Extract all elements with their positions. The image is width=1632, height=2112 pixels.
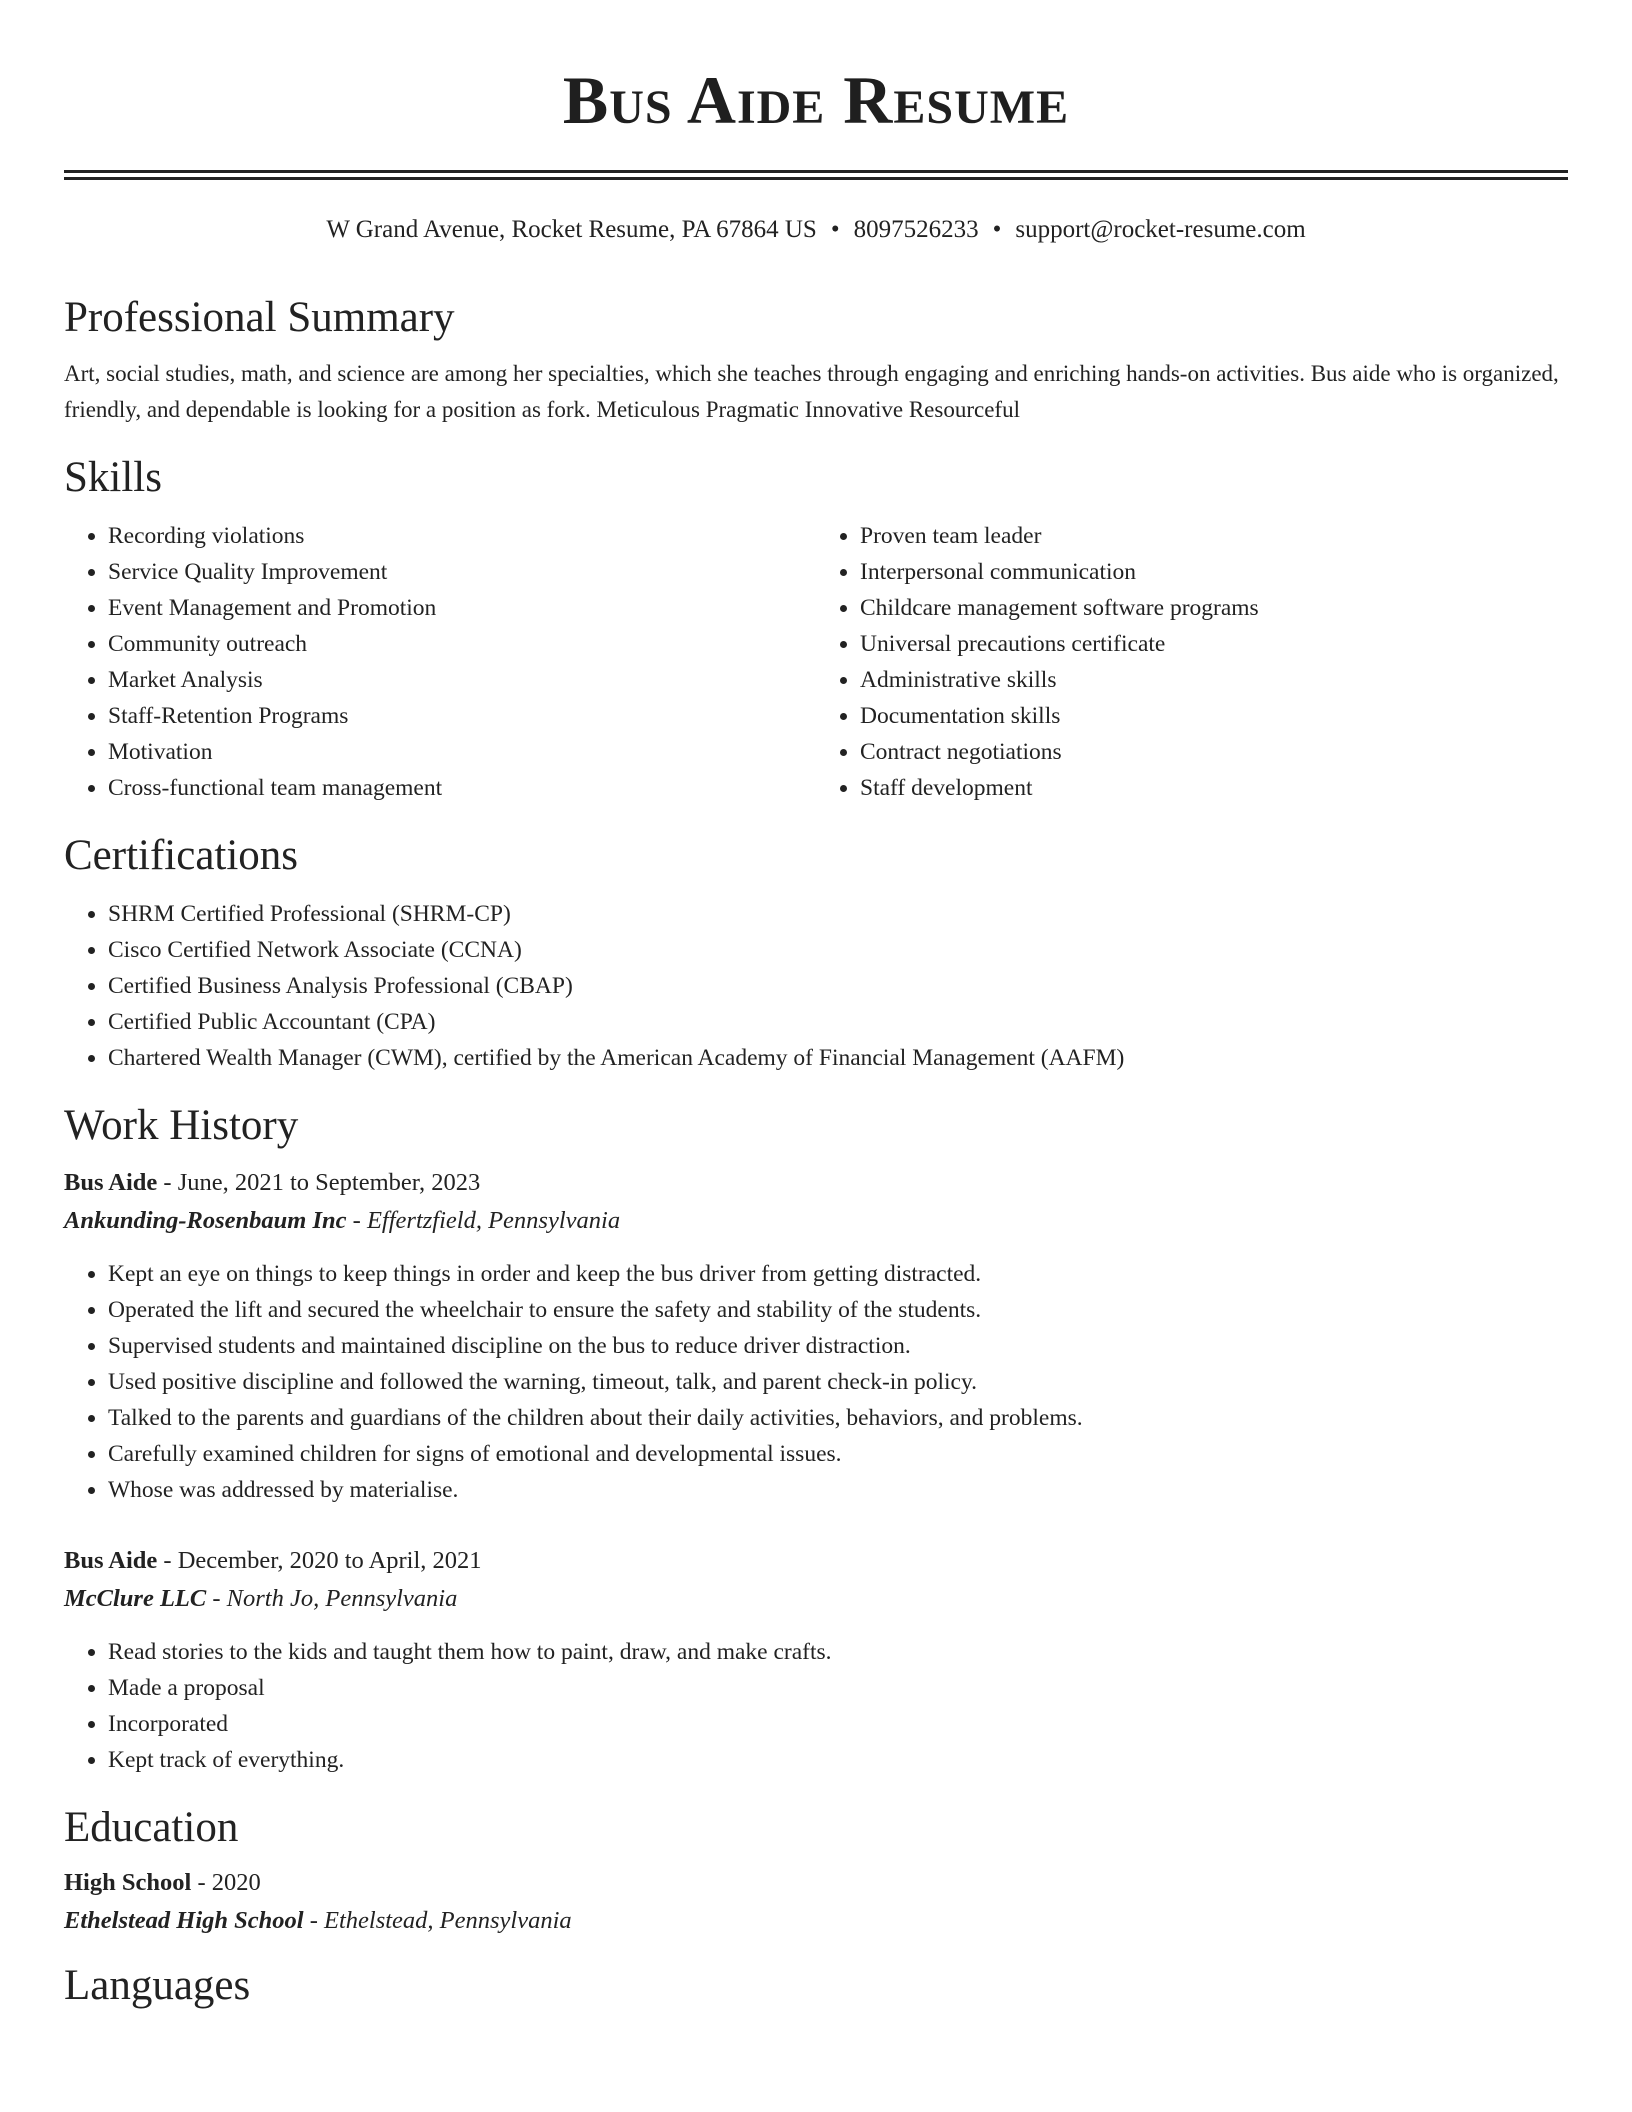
- certification-item: • SHRM Certified Professional (SHRM-CP): [108, 896, 1568, 932]
- job-dates: December, 2020 to April, 2021: [177, 1547, 482, 1574]
- skill-item: • Staff development: [860, 770, 1568, 806]
- certification-item: • Certified Public Accountant (CPA): [108, 1004, 1568, 1040]
- skill-item: • Market Analysis: [108, 662, 816, 698]
- job-dash: -: [346, 1207, 367, 1234]
- job-duty-item: • Supervised students and maintained discipline on the bus to reduce driver distraction.: [108, 1328, 1568, 1364]
- title-double-rule: [64, 170, 1568, 180]
- skill-item: • Universal precautions certificate: [860, 626, 1568, 662]
- job-dash: -: [157, 1169, 178, 1196]
- skill-item: • Service Quality Improvement: [108, 554, 816, 590]
- job-header: [64, 1164, 1568, 1202]
- job-title: Bus Aide: [64, 1169, 158, 1196]
- certification-item: • Chartered Wealth Manager (CWM), certified by the American Academy of Financial Management (AAFM): [108, 1040, 1568, 1076]
- summary-text: Art, social studies, math, and science are among her specialties, which she teaches through engaging and enriching hands-on activities. Bus aide who is organized, friendly, and dependable is looking for a position as fork. Meticulous Pragmatic Innovative Resourceful: [64, 361, 1559, 422]
- skill-item: • Interpersonal communication: [860, 554, 1568, 590]
- skill-item: • Event Management and Promotion: [108, 590, 816, 626]
- job-organization: [64, 1202, 1568, 1240]
- skills-columns: [64, 518, 1568, 806]
- contact-separator: •: [992, 216, 1002, 243]
- section-heading-languages: Languages: [64, 1962, 251, 2009]
- skill-item: • Proven team leader: [860, 518, 1568, 554]
- job-company: McClure LLC: [64, 1585, 207, 1612]
- job-duty-item: • Talked to the parents and guardians of the children about their daily activities, behaviors, and problems.: [108, 1400, 1568, 1436]
- job-duty-item: • Used positive discipline and followed the warning, timeout, talk, and parent check-in policy.: [108, 1364, 1568, 1400]
- job-dash: -: [157, 1547, 178, 1574]
- job-duty-item: • Made a proposal: [108, 1670, 1568, 1706]
- job-duty-item: • Read stories to the kids and taught them how to paint, draw, and make crafts.: [108, 1634, 1568, 1670]
- education-location: Ethelstead, Pennsylvania: [324, 1907, 572, 1934]
- job-location: North Jo, Pennsylvania: [226, 1585, 458, 1612]
- section-heading-work-history: Work History: [64, 1102, 299, 1149]
- resume-title: Bus Aide Resume: [562, 62, 1070, 138]
- education-header: [64, 1864, 1568, 1902]
- skills-list-left: [64, 518, 816, 806]
- job-header: [64, 1542, 1568, 1580]
- skill-item: • Cross-functional team management: [108, 770, 816, 806]
- education-degree: High School: [64, 1869, 192, 1896]
- job-title: Bus Aide: [64, 1547, 158, 1574]
- contact-phone: 8097526233: [853, 216, 979, 243]
- education-dash: -: [303, 1907, 325, 1934]
- education-institution: [64, 1902, 1568, 1940]
- job-duties-list: [64, 1634, 1568, 1778]
- job-duties-list: [64, 1256, 1568, 1508]
- job-entry: [64, 1164, 1568, 1508]
- skill-item: • Childcare management software programs: [860, 590, 1568, 626]
- education-school: Ethelstead High School: [64, 1907, 304, 1934]
- skill-item: • Documentation skills: [860, 698, 1568, 734]
- skills-column-right: [816, 518, 1568, 806]
- skill-item: • Contract negotiations: [860, 734, 1568, 770]
- skill-item: • Staff-Retention Programs: [108, 698, 816, 734]
- section-heading-education: Education: [64, 1804, 239, 1851]
- job-duty-item: • Incorporated: [108, 1706, 1568, 1742]
- job-duty-item: • Carefully examined children for signs of emotional and developmental issues.: [108, 1436, 1568, 1472]
- job-duty-item: • Kept track of everything.: [108, 1742, 1568, 1778]
- skills-column-left: [64, 518, 816, 806]
- education-entry: [64, 1864, 1568, 1940]
- education-dash: -: [191, 1869, 212, 1896]
- section-heading-certifications: Certifications: [64, 832, 299, 879]
- contact-line: [64, 214, 1568, 246]
- skill-item: • Administrative skills: [860, 662, 1568, 698]
- skill-item: • Recording violations: [108, 518, 816, 554]
- section-heading-skills: Skills: [64, 454, 162, 501]
- section-heading-summary: Professional Summary: [64, 294, 455, 341]
- education-year: 2020: [211, 1869, 261, 1896]
- certification-item: • Cisco Certified Network Associate (CCNA): [108, 932, 1568, 968]
- job-duty-item: • Operated the lift and secured the wheelchair to ensure the safety and stability of the students.: [108, 1292, 1568, 1328]
- job-duty-item: • Whose was addressed by materialise.: [108, 1472, 1568, 1508]
- job-location: Effertzfield, Pennsylvania: [366, 1207, 621, 1234]
- job-dash: -: [206, 1585, 227, 1612]
- certifications-list: [64, 896, 1568, 1076]
- job-company: Ankunding-Rosenbaum Inc: [64, 1207, 347, 1234]
- skill-item: • Community outreach: [108, 626, 816, 662]
- contact-email: support@rocket-resume.com: [1015, 216, 1306, 243]
- certification-item: • Certified Business Analysis Professional (CBAP): [108, 968, 1568, 1004]
- job-duty-item: • Kept an eye on things to keep things in order and keep the bus driver from getting distracted.: [108, 1256, 1568, 1292]
- job-entry: [64, 1542, 1568, 1778]
- contact-separator: •: [830, 216, 840, 243]
- job-dates: June, 2021 to September, 2023: [177, 1169, 481, 1196]
- contact-address: W Grand Avenue, Rocket Resume, PA 67864 US: [326, 216, 817, 243]
- job-organization: [64, 1580, 1568, 1618]
- skills-list-right: [816, 518, 1568, 806]
- skill-item: • Motivation: [108, 734, 816, 770]
